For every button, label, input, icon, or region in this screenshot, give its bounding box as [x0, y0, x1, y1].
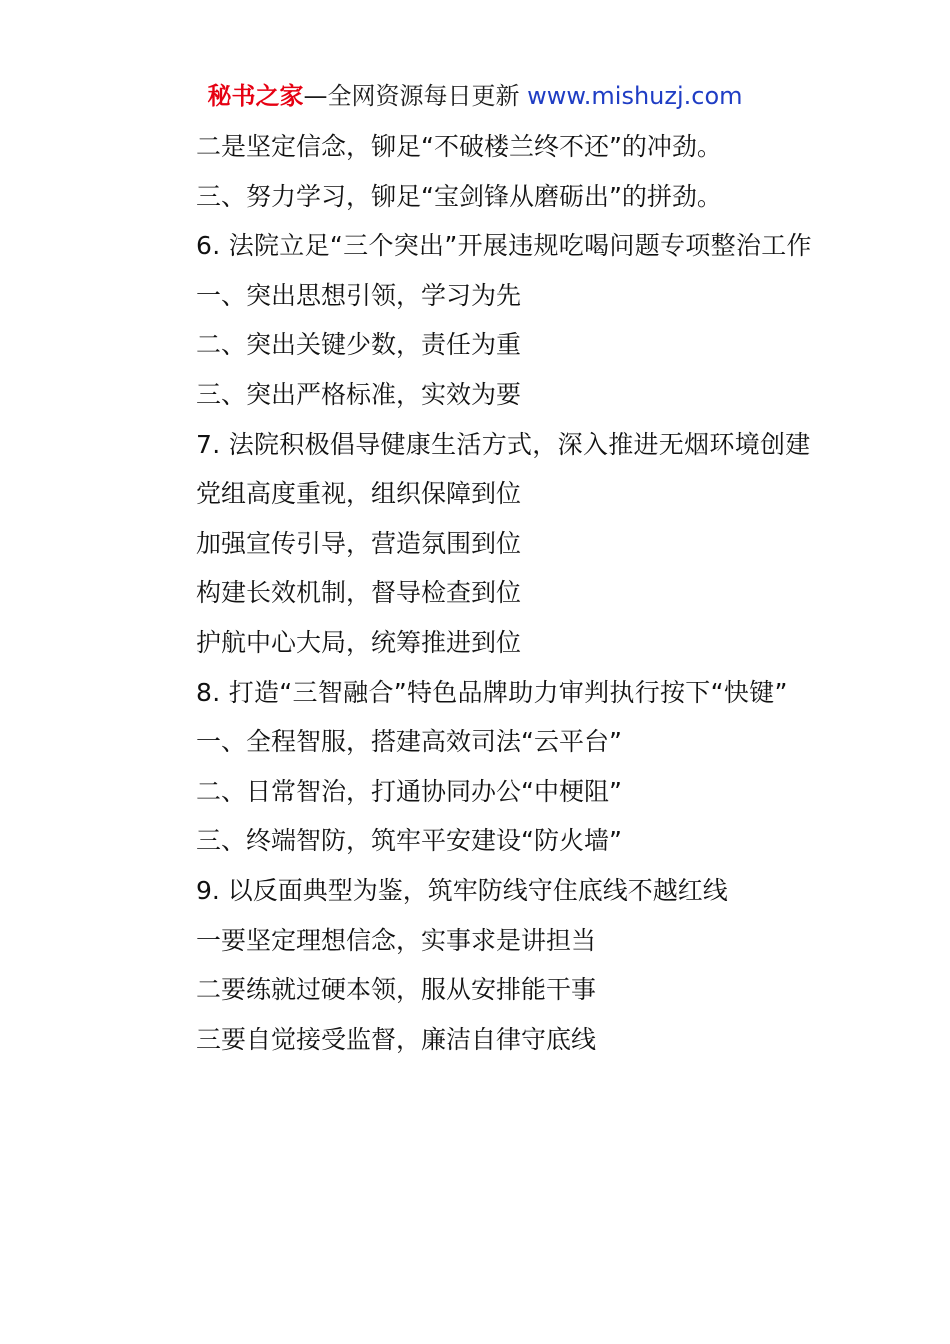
paragraph: 三、努力学习，铆足“宝剑锋从磨砺出”的拼劲。	[196, 181, 722, 211]
paragraph: 构建长效机制，督导检查到位	[196, 578, 522, 608]
section-heading: 6. 法院立足“三个突出”开展违规吃喝问题专项整治工作	[196, 231, 812, 261]
paragraph: 党组高度重视，组织保障到位	[196, 479, 522, 509]
paragraph: 二要练就过硬本领，服从安排能干事	[196, 975, 597, 1005]
site-header	[0, 80, 950, 112]
paragraph: 二、日常智治，打通协同办公“中梗阻”	[196, 776, 622, 806]
site-brand: 秘书之家	[207, 82, 304, 110]
section-heading: 8. 打造“三智融合”特色品牌助力审判执行按下“快键”	[196, 677, 788, 707]
section-heading: 7. 法院积极倡导健康生活方式，深入推进无烟环境创建	[196, 429, 811, 459]
paragraph: 一要坚定理想信念，实事求是讲担当	[196, 925, 597, 955]
site-tagline: —全网资源每日更新	[303, 82, 528, 110]
paragraph: 三、突出严格标准，实效为要	[196, 379, 522, 409]
paragraph: 二、突出关键少数，责任为重	[196, 330, 522, 360]
section-heading: 9. 以反面典型为鉴，筑牢防线守住底线不越红线	[196, 875, 728, 905]
paragraph: 三、终端智防，筑牢平安建设“防火墙”	[196, 826, 622, 856]
document-body	[146, 122, 816, 1064]
paragraph: 护航中心大局，统筹推进到位	[196, 627, 522, 657]
site-url[interactable]: www.mishuzj.com	[527, 82, 743, 110]
paragraph: 一、全程智服，搭建高效司法“云平台”	[196, 727, 622, 757]
paragraph: 二是坚定信念，铆足“不破楼兰终不还”的冲劲。	[196, 132, 722, 161]
paragraph: 一、突出思想引领，学习为先	[196, 280, 522, 310]
paragraph: 三要自觉接受监督，廉洁自律守底线	[196, 1024, 597, 1054]
paragraph: 加强宣传引导，营造氛围到位	[196, 528, 522, 558]
